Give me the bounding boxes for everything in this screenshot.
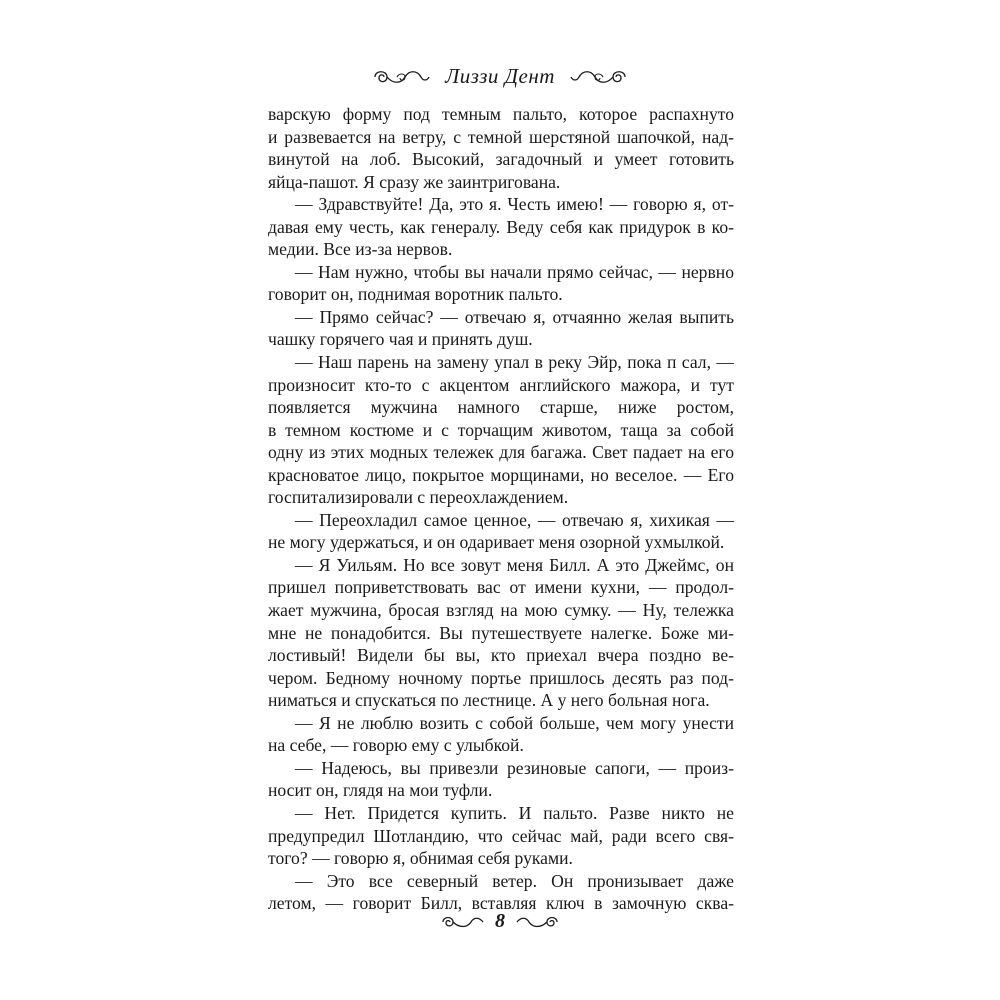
text-line: — Переохладил самое ценное, — отвечаю я, хихикая — xyxy=(295,509,734,530)
body-text xyxy=(268,103,734,915)
text-line: винутой на лоб. Высокий, загадочный и умеет готовить xyxy=(268,149,734,170)
text-line: — Прямо сейчас? — отвечаю я, отчаянно желая выпить xyxy=(295,306,734,327)
text-line: одну из этих модных тележек для багажа. Свет падает на его xyxy=(268,442,734,463)
page-footer xyxy=(0,910,1000,933)
text-line: давая ему честь, как генералу. Веду себя как придурок в ко- xyxy=(268,216,734,237)
book-author-header: Лиззи Дент xyxy=(445,64,555,88)
text-line: — Нам нужно, чтобы вы начали прямо сейчас, — нервно xyxy=(295,261,734,282)
text-line: — Я не люблю возить с собой больше, чем могу унести xyxy=(295,712,734,733)
page-number: 8 xyxy=(495,910,505,932)
left-flourish-icon xyxy=(373,68,431,86)
text-line: мне не понадобится. Вы путешествуете налегке. Боже ми- xyxy=(268,622,734,643)
text-line: — Надеюсь, вы привезли резиновые сапоги, — произ- xyxy=(295,757,734,778)
text-line: — Здравствуйте! Да, это я. Честь имею! — говорю я, от- xyxy=(295,194,734,215)
text-line: — Я Уильям. Но все зовут меня Билл. А это Джеймс, он xyxy=(295,554,734,575)
text-line: говорит он, поднимая воротник пальто. xyxy=(268,284,563,305)
text-line: госпитализировали с переохлаждением. xyxy=(268,487,569,508)
text-line: медии. Все из-за нервов. xyxy=(268,239,453,260)
text-line: — Нет. Придется купить. И пальто. Разве никто не xyxy=(295,802,734,823)
text-line: в темном костюме и с торчащим животом, таща за собой xyxy=(268,419,734,440)
text-line: лостивый! Видели бы вы, кто приехал вчера поздно ве- xyxy=(268,645,734,666)
text-line: появляется мужчина намного старше, ниже ростом, xyxy=(268,397,734,418)
text-line: жает мужчина, бросая взгляд на мою сумку. — Ну, тележка xyxy=(268,600,734,621)
text-line: чером. Бедному ночному портье пришлось десять раз под- xyxy=(268,667,734,688)
text-line: — Наш парень на замену упал в реку Эйр, пока п сал, — xyxy=(295,352,734,373)
text-line: предупредил Шотландию, что сейчас май, ради всего свя- xyxy=(268,825,734,846)
text-line: произносит кто-то с акцентом английского мажора, и тут xyxy=(268,374,734,395)
text-line: летом, — говорит Билл, вставляя ключ в замочную сква- xyxy=(268,893,734,914)
footer-right-flourish-icon xyxy=(515,914,559,930)
text-line: того? — говорю я, обнимая себя руками. xyxy=(268,848,573,869)
text-line: красноватое лицо, покрытое морщинами, но веселое. — Его xyxy=(268,464,734,485)
text-line: яйца-пашот. Я сразу же заинтригована. xyxy=(268,171,561,192)
text-line: и развевается на ветру, с темной шерстяной шапочкой, над- xyxy=(268,126,734,147)
right-flourish-icon xyxy=(569,68,627,86)
text-line: носит он, глядя на мои туфли. xyxy=(268,780,493,801)
text-line: — Это все северный ветер. Он пронизывает даже xyxy=(295,870,734,891)
text-line: ниматься и спускаться по лестнице. А у него больная нога. xyxy=(268,690,710,711)
text-line: не могу удержаться, и он одаривает меня озорной ухмылкой. xyxy=(268,532,725,553)
text-line: на себе, — говорю ему с улыбкой. xyxy=(268,735,524,756)
footer-left-flourish-icon xyxy=(441,914,485,930)
text-line: варскую форму под темным пальто, которое распахнуто xyxy=(268,104,734,124)
text-line: чашку горячего чая и принять душ. xyxy=(268,329,533,350)
text-line: пришел поприветствовать вас от имени кухни, — продол- xyxy=(268,577,734,598)
running-header xyxy=(0,64,1000,89)
